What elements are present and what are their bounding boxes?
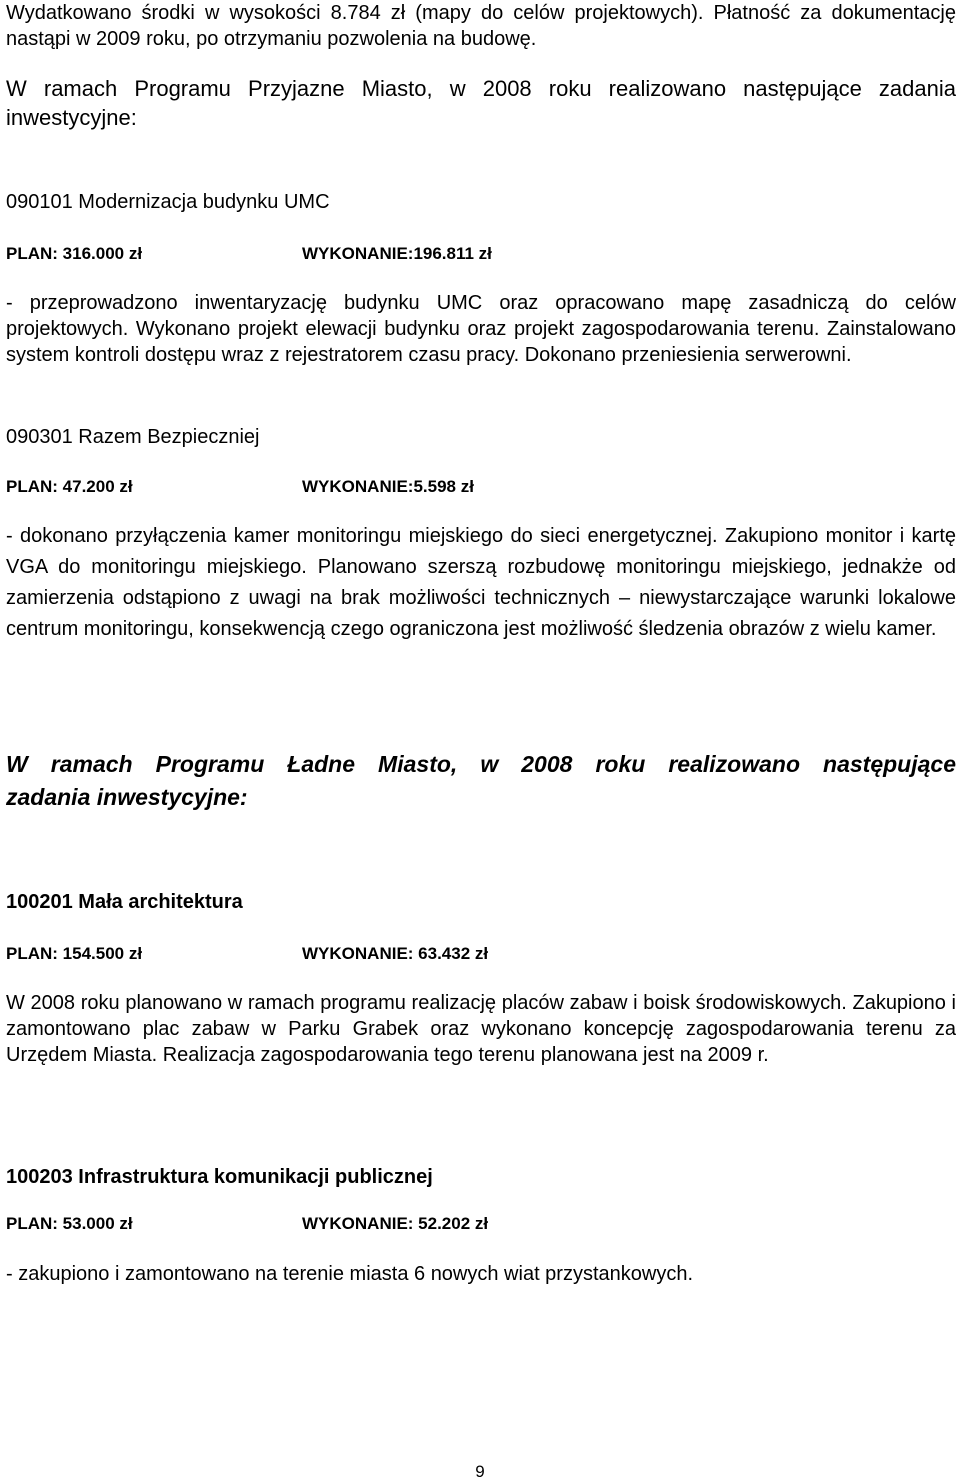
- task-budget-row-razem-bezpieczniej: [6, 476, 956, 498]
- task-title-mala-architektura: 100201 Mała architektura: [6, 891, 243, 913]
- task-budget-row-modernizacja: [6, 243, 956, 265]
- task-description-razem-bezpieczniej: - dokonano przyłączenia kamer monitoringu miejskiego do sieci energetycznej. Zakupiono monitor i kartę VGA do monitoringu miejskiego. Planowano szerszą rozbudowę monitoringu miejskiego, jednakże od zamierzenia odstąpiono z uwagi na brak możliwości technicznych – niewystarczające warunki lokalowe centrum monitoringu, konsekwencją czego ograniczona jest możliwość śledzenia obrazów z wielu kamer.: [6, 525, 956, 640]
- task-title-modernizacja: 090101 Modernizacja budynku UMC: [6, 191, 330, 213]
- wykonanie-amount: WYKONANIE:5.598 zł: [302, 477, 474, 496]
- section-heading-przyjazne-miasto: W ramach Programu Przyjazne Miasto, w 2008 roku realizowano następujące zadania inwestycyjne:: [6, 76, 956, 130]
- task-title-infrastruktura-komunikacji: 100203 Infrastruktura komunikacji publicznej: [6, 1166, 433, 1188]
- section-heading-line-1: W ramach Programu Ładne Miasto, w 2008 roku realizowano następujące: [6, 751, 956, 777]
- section-heading-line-2: zadania inwestycyjne:: [6, 784, 248, 810]
- task-description-infrastruktura-komunikacji: - zakupiono i zamontowano na terenie miasta 6 nowych wiat przystankowych.: [6, 1263, 694, 1285]
- plan-amount: PLAN: 47.200 zł: [6, 477, 133, 496]
- wykonanie-amount: WYKONANIE:196.811 zł: [302, 244, 492, 263]
- task-description-modernizacja: - przeprowadzono inwentaryzację budynku UMC oraz opracowano mapę zasadniczą do celów projektowych. Wykonano projekt elewacji budynku oraz projekt zagospodarowania terenu. Zainstalowano system kontroli dostępu wraz z rejestratorem czasu pracy. Dokonano przeniesienia serwerowni.: [6, 292, 956, 366]
- plan-amount: PLAN: 316.000 zł: [6, 244, 143, 263]
- wykonanie-amount: WYKONANIE: 63.432 zł: [302, 944, 489, 963]
- document-page: [6, 0, 956, 1484]
- intro-paragraph: Wydatkowano środki w wysokości 8.784 zł (mapy do celów projektowych). Płatność za dokumentację nastąpi w 2009 roku, po otrzymaniu pozwolenia na budowę.: [6, 2, 956, 50]
- section-heading-ladne-miasto: [6, 748, 956, 814]
- plan-amount: PLAN: 154.500 zł: [6, 944, 143, 963]
- task-title-razem-bezpieczniej: 090301 Razem Bezpieczniej: [6, 426, 260, 448]
- task-budget-row-infrastruktura-komunikacji: [6, 1213, 956, 1235]
- task-description-mala-architektura: W 2008 roku planowano w ramach programu realizację placów zabaw i boisk środowiskowych. Zakupiono i zamontowano plac zabaw w Parku Grabek oraz wykonano koncepcję zagospodarowania terenu za Urzędem Miasta. Realizacja zagospodarowania tego terenu planowana jest na 2009 r.: [6, 992, 956, 1066]
- plan-amount: PLAN: 53.000 zł: [6, 1214, 133, 1233]
- page-number: 9: [475, 1462, 485, 1481]
- task-budget-row-mala-architektura: [6, 943, 956, 965]
- wykonanie-amount: WYKONANIE: 52.202 zł: [302, 1214, 489, 1233]
